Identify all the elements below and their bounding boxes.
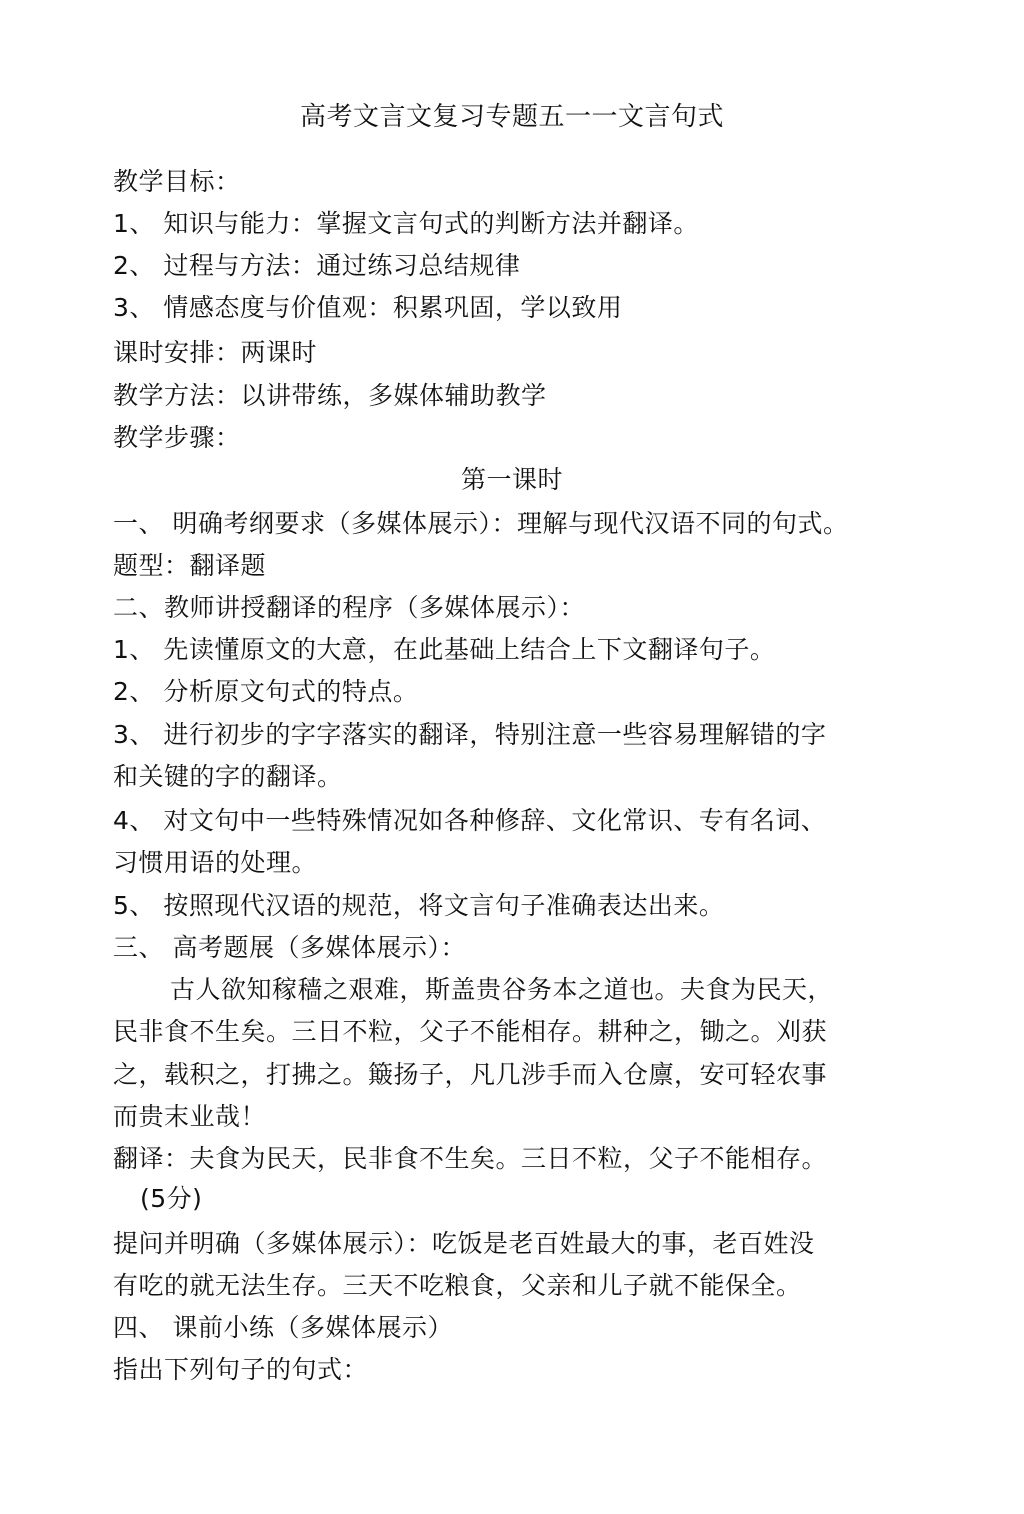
text-line: 一、 明确考纲要求（多媒体展示）：理解与现代汉语不同的句式。 <box>113 509 849 538</box>
text-line: 有吃的就无法生存。三天不吃粮食，父亲和儿子就不能保全。 <box>113 1271 802 1300</box>
page-title: 高考文言文复习专题五一一文言句式 <box>299 102 724 132</box>
text-line: 二、教师讲授翻译的程序（多媒体展示）： <box>113 593 586 622</box>
text-line: 古人欲知稼穑之艰难，斯盖贵谷务本之道也。夫食为民天， <box>170 975 834 1004</box>
text-line: 教学步骤： <box>113 423 241 452</box>
text-line: 四、 课前小练（多媒体展示） <box>113 1313 453 1342</box>
text-line: 2、 分析原文句式的特点。 <box>113 677 419 706</box>
text-line: 指出下列句子的句式： <box>113 1355 369 1384</box>
text-line: 和关键的字的翻译。 <box>113 762 343 791</box>
text-line: 题型：翻译题 <box>113 551 267 580</box>
text-line: 2、 过程与方法：通过练习总结规律 <box>113 251 521 280</box>
text-line: 4、 对文句中一些特殊情况如各种修辞、文化常识、专有名词、 <box>113 806 827 835</box>
text-line: 翻译：夫食为民天，民非食不生矣。三日不粒，父子不能相存。 <box>113 1144 828 1173</box>
text-line: 之，载积之，打拂之。簸扬子，凡几涉手而入仓廪，安可轻农事 <box>113 1060 828 1089</box>
text-line: 3、 进行初步的字字落实的翻译，特别注意一些容易理解错的字 <box>113 720 827 749</box>
text-line: 习惯用语的处理。 <box>113 848 318 877</box>
text-line: 5、 按照现代汉语的规范，将文言句子准确表达出来。 <box>113 891 725 920</box>
text-line: 课时安排：两课时 <box>113 338 318 367</box>
text-line: 三、 高考题展（多媒体展示）： <box>113 933 466 962</box>
text-line: 3、 情感态度与价值观：积累巩固，学以致用 <box>113 293 623 322</box>
section-heading: 第一课时 <box>460 465 563 494</box>
text-line: (5分) <box>140 1184 203 1213</box>
text-line: 而贵末业哉！ <box>113 1102 267 1131</box>
text-line: 民非食不生矣。三日不粒，父子不能相存。耕种之，锄之。刈获 <box>113 1017 828 1046</box>
text-line: 教学目标： <box>113 167 241 196</box>
text-line: 1、 知识与能力：掌握文言句式的判断方法并翻译。 <box>113 209 699 238</box>
text-line: 提问并明确（多媒体展示）：吃饭是老百姓最大的事，老百姓没 <box>113 1229 815 1258</box>
text-line: 1、 先读懂原文的大意，在此基础上结合上下文翻译句子。 <box>113 635 776 664</box>
text-line: 教学方法：以讲带练，多媒体辅助教学 <box>113 381 547 410</box>
